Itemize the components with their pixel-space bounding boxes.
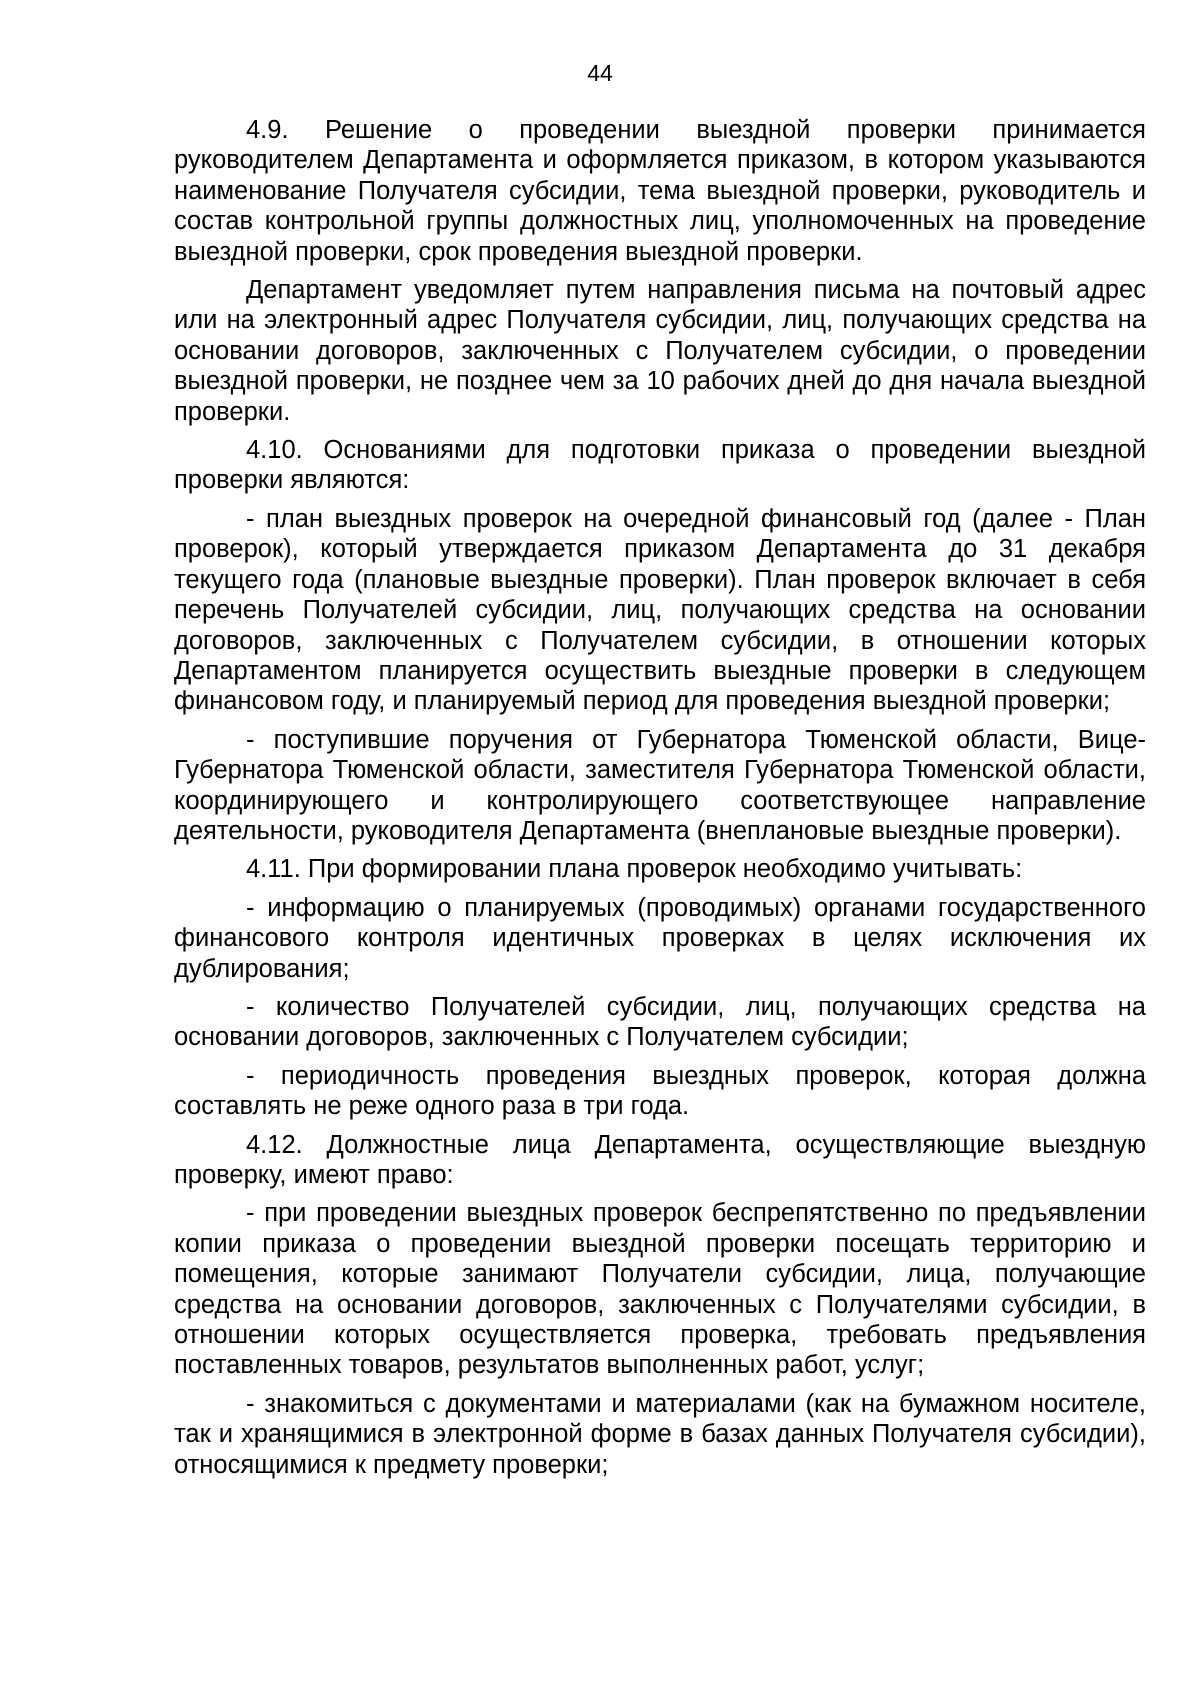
list-item-periodicity: - периодичность проведения выездных проверок, которая должна составлять не реже одного раза в три года.: [174, 1061, 1146, 1121]
paragraph-4-10: 4.10. Основаниями для подготовки приказа о проведении выездной проверки являются:: [174, 436, 1146, 495]
paragraph-4-9: 4.9. Решение о проведении выездной проверки принимается руководителем Департамента и оформляется приказом, в котором указываются наименование Получателя субсидии, тема выездной проверки, руководитель и состав контрольной группы должностных лиц, уполномоченных на проведение выездной проверки, срок проведения выездной проверки.: [174, 116, 1146, 266]
paragraph-4-12: 4.12. Должностные лица Департамента, осуществляющие выездную проверку, имеют право:: [174, 1130, 1146, 1189]
list-item-quantity: - количество Получателей субсидии, лиц, получающих средства на основании договоров, заключенных с Получателем субсидии;: [174, 992, 1146, 1052]
list-item-plan: - план выездных проверок на очередной финансовый год (далее - План проверок), который утверждается приказом Департамента до 31 декабря текущего года (плановые выездные проверки). План проверок включает в себя перечень Получателей субсидии, лиц, получающих средства на основании договоров, заключенных с Получателем субсидии, в отношении которых Департаментом планируется осуществить выездные проверки в следующем финансовом году, и планируемый период для проведения выездной проверки;: [174, 504, 1146, 716]
list-item-documents: - знакомиться с документами и материалами (как на бумажном носителе, так и хранящимися в электронной форме в базах данных Получателя субсидии), относящимися к предмету проверки;: [174, 1389, 1146, 1479]
list-item-information: - информацию о планируемых (проводимых) органами государственного финансового контроля идентичных проверках в целях исключения их дублирования;: [174, 893, 1146, 983]
page-number: 44: [587, 60, 613, 86]
list-item-instructions: - поступившие поручения от Губернатора Тюменской области, Вице-Губернатора Тюменской области, заместителя Губернатора Тюменской области, координирующего и контролирующего соответствующее направление деятельности, руководителя Департамента (внеплановые выездные проверки).: [174, 725, 1146, 845]
list-item-access: - при проведении выездных проверок беспрепятственно по предъявлении копии приказа о проведении выездной проверки посещать территорию и помещения, которые занимают Получатели субсидии, лица, получающие средства на основании договоров, заключенных с Получателями субсидии, в отношении которых осуществляется проверка, требовать предъявления поставленных товаров, результатов выполненных работ, услуг;: [174, 1199, 1146, 1380]
paragraph-4-11: 4.11. При формировании плана проверок необходимо учитывать:: [246, 855, 1023, 884]
paragraph-notification: Департамент уведомляет путем направления письма на почтовый адрес или на электронный адрес Получателя субсидии, лиц, получающих средства на основании договоров, заключенных с Получателем субсидии, о проведении выездной проверки, не позднее чем за 10 рабочих дней до дня начала выездной проверки.: [174, 276, 1146, 426]
document-body: [174, 115, 1146, 1488]
